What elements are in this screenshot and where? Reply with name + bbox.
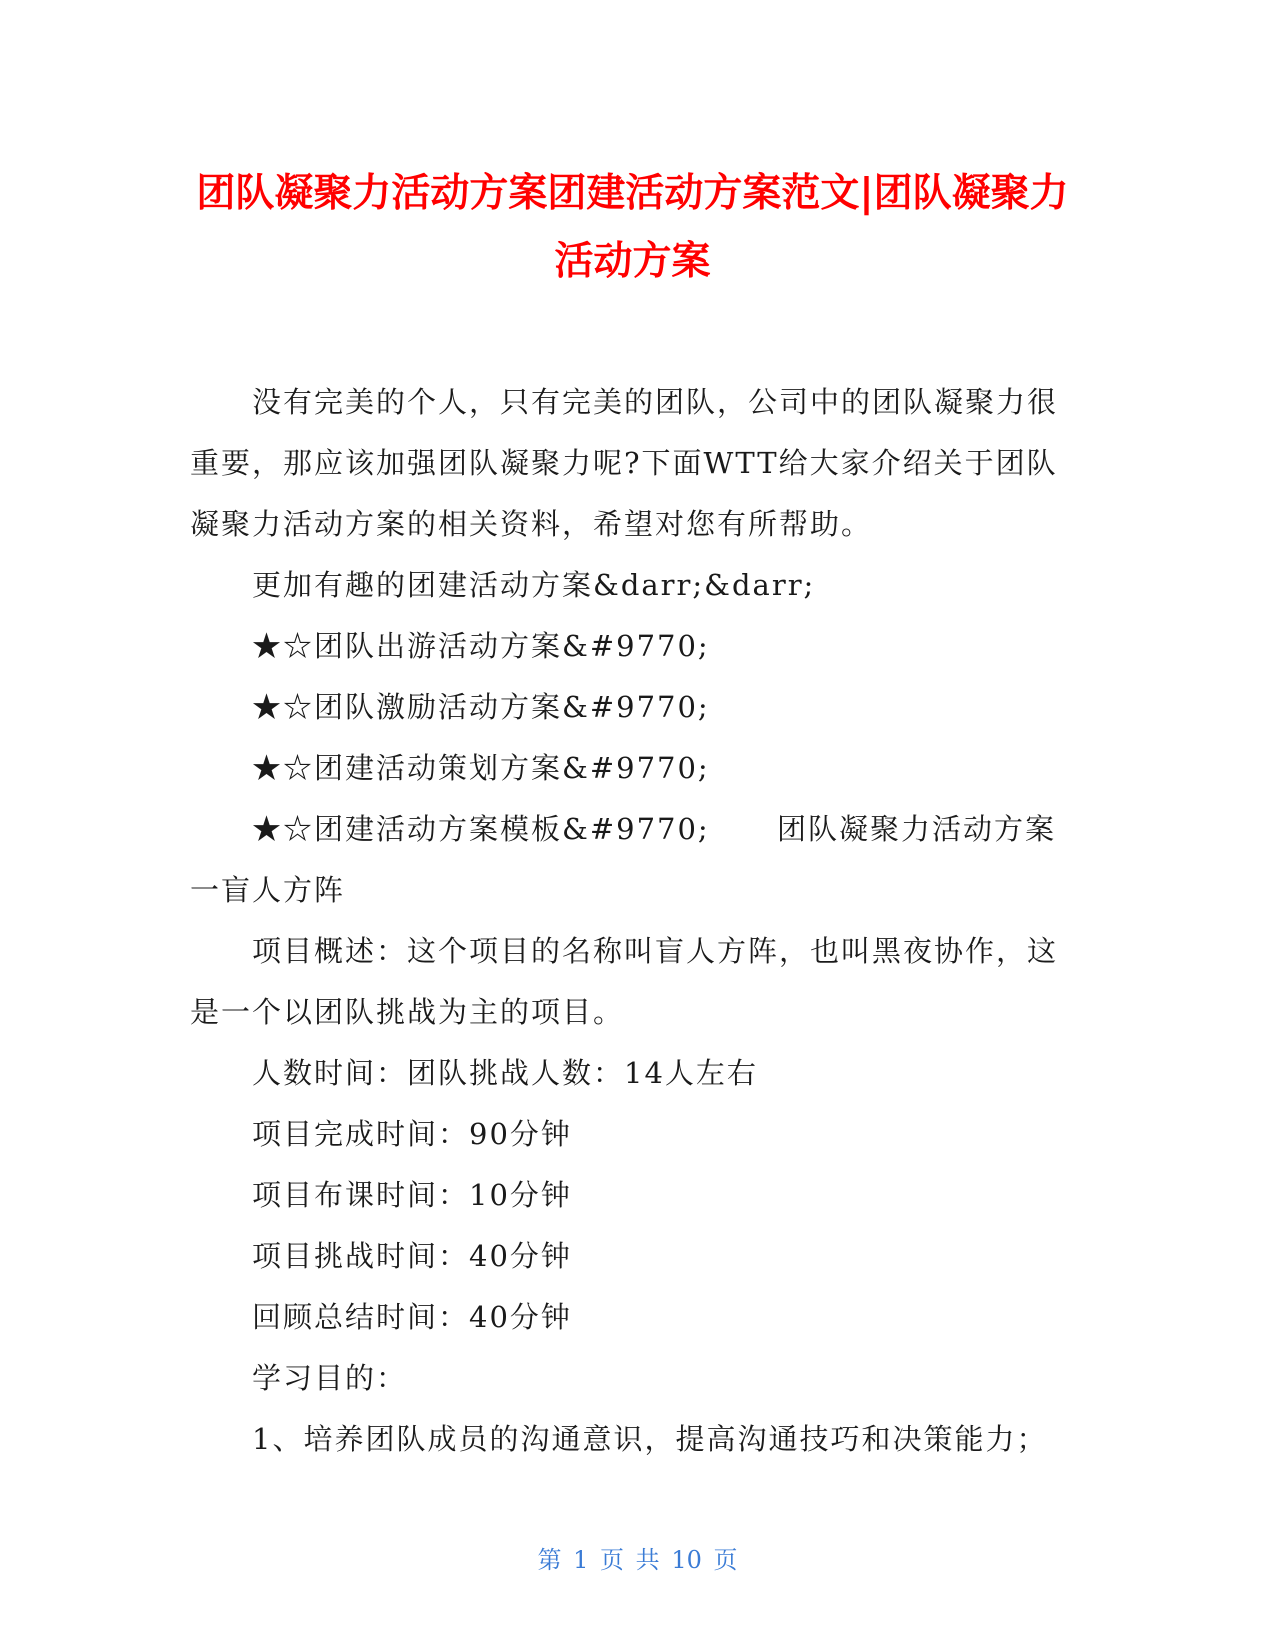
footer-prefix: 第 (537, 1546, 562, 1574)
paragraph-more-activities: 更加有趣的团建活动方案&darr;&darr; (252, 568, 816, 602)
paragraph-review-time: 回顾总结时间：40分钟 (252, 1300, 572, 1334)
paragraph-goal-1: 1、培养团队成员的沟通意识，提高沟通技巧和决策能力； (252, 1422, 1048, 1456)
paragraph-briefing-time: 项目布课时间：10分钟 (252, 1178, 572, 1212)
list-item-template-plan: ★☆团建活动方案模板&#9770; 团队凝聚力活动方案一盲人方阵 (190, 812, 1056, 907)
paragraph-headcount: 人数时间：团队挑战人数：14人左右 (252, 1056, 758, 1090)
footer-total-pages: 10 (671, 1546, 702, 1574)
paragraph-overview: 项目概述：这个项目的名称叫盲人方阵，也叫黑夜协作，这是一个以团队挑战为主的项目。 (190, 934, 1059, 1029)
paragraph-intro: 没有完美的个人，只有完美的团队，公司中的团队凝聚力很重要，那应该加强团队凝聚力呢?下面WTT给大家介绍关于团队凝聚力活动方案的相关资料，希望对您有所帮助。 (190, 385, 1059, 541)
footer-mid: 页 共 (600, 1546, 660, 1574)
paragraph-learning-goals: 学习目的： (252, 1361, 408, 1395)
paragraph-completion-time: 项目完成时间：90分钟 (252, 1117, 572, 1151)
paragraph-challenge-time: 项目挑战时间：40分钟 (252, 1239, 572, 1273)
page-footer (0, 1540, 1275, 1575)
footer-current-page: 1 (573, 1546, 589, 1574)
list-item-planning-plan: ★☆团建活动策划方案&#9770; (252, 751, 710, 785)
list-item-incentive-plan: ★☆团队激励活动方案&#9770; (252, 690, 710, 724)
footer-suffix: 页 (713, 1546, 738, 1574)
document-title: 团队凝聚力活动方案团建活动方案范文|团队凝聚力活动方案 (196, 171, 1069, 284)
list-item-outing-plan: ★☆团队出游活动方案&#9770; (252, 629, 710, 663)
document-body (190, 372, 1070, 1470)
